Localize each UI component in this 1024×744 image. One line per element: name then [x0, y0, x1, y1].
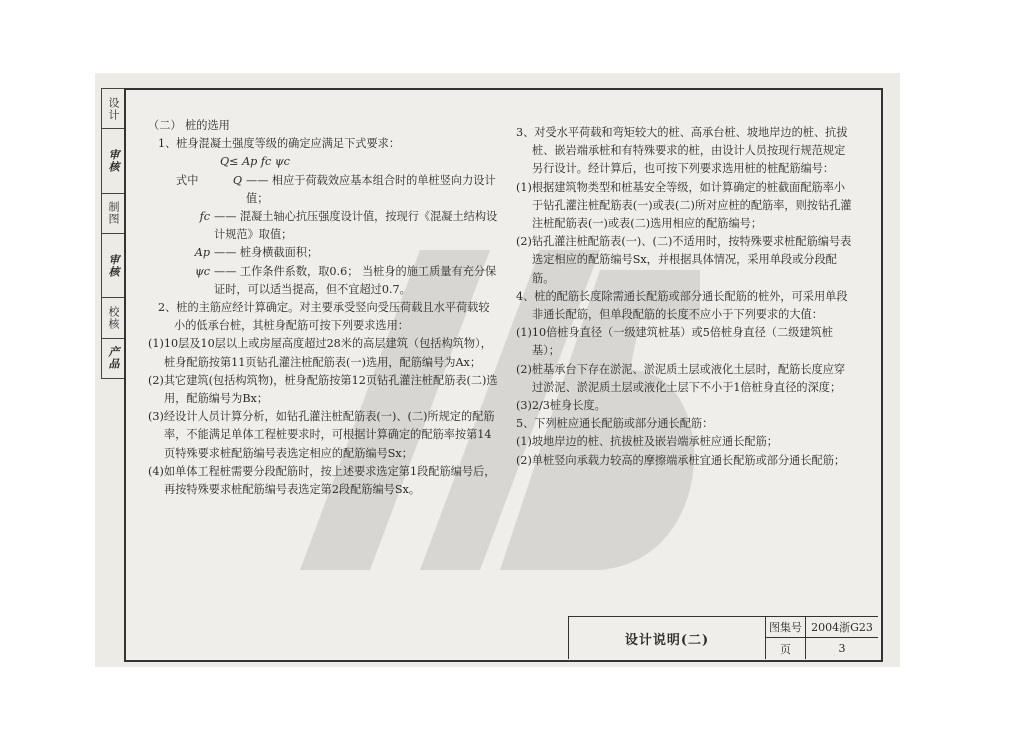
def-text: —— 相应于荷载效应基本组合时的单桩竖向力设计值；: [246, 173, 496, 205]
sidebar-cell: 设计: [102, 89, 124, 129]
paragraph: 1、桩身混凝土强度等级的确定应满足下式要求：: [158, 137, 401, 151]
def-text: —— 混凝土轴心抗压强度设计值，按现行《混凝土结构设计规范》取值；: [214, 210, 498, 242]
list-item: (3)2/3桩身长度。: [516, 399, 606, 413]
signature-strip: [101, 88, 124, 379]
def-text: —— 工作条件系数，取0.6； 当桩身的施工质量有充分保证时，可以适当提高，但不宜超过0.7。: [214, 264, 497, 296]
list-item: (2)其它建筑(包括构筑物)，桩身配筋按第12页钻孔灌注桩配筋表(二)选用，配筋编号为Bx；: [148, 373, 498, 406]
list-item: (4)如单体工程桩需要分段配筋时，按上述要求选定第1段配筋编号后，再按特殊要求桩配筋编号表选定第2段配筋编号Sx。: [148, 464, 496, 497]
list-item: (3)经设计人员计算分析，如钻孔灌注桩配筋表(一)、(二)所规定的配筋率，不能满足单体工程桩要求时，可根据计算确定的配筋率按第14页特殊要求桩配筋编号表选定相应的配筋编号Sx；: [148, 410, 495, 460]
formula: Q≤ Ap fc ψc: [220, 155, 290, 169]
atlas-label: 图集号: [766, 617, 806, 638]
sidebar-cell: 审核: [102, 129, 124, 193]
def-lead: 式中: [176, 173, 199, 187]
page-label: 页: [766, 638, 806, 659]
atlas-number: 2004浙G23: [806, 617, 878, 638]
paragraph: 5、下列桩应通长配筋或部分通长配筋：: [516, 417, 714, 431]
left-column: [148, 117, 498, 499]
def-symbol: Q: [232, 173, 242, 187]
paragraph: 4、桩的配筋长度除需通长配筋或部分通长配筋的桩外，可采用单段非通长配筋，但单段配筋的长度不应小于下列要求的大值：: [516, 289, 848, 322]
page-number: 3: [838, 642, 846, 655]
paragraph: 3、对受水平荷载和弯矩较大的桩、高承台桩、坡地岸边的桩、抗拔桩、嵌岩端承桩和有特殊要求的桩，由设计人员按现行规范规定另行设计。经计算后，也可按下列要求选用桩的桩配筋编号：: [516, 126, 848, 176]
title-block: [568, 616, 878, 659]
list-item: (1)10层及10层以上或房屋高度超过28米的高层建筑（包括构筑物），桩身配筋按第11页钻孔灌注桩配筋表(一)选用，配筋编号为Ax；: [148, 337, 492, 369]
def-symbol: fc: [199, 210, 210, 224]
list-item: (1)10倍桩身直径（一级建筑桩基）或5倍桩身直径（二级建筑桩基）；: [516, 326, 833, 358]
sidebar-cell: 制图: [102, 194, 124, 234]
paragraph: 2、桩的主筋应经计算确定。对主要承受竖向受压荷载且水平荷载较小的低承台桩，其桩身配筋可按下列要求选用：: [158, 301, 490, 333]
right-column: [516, 124, 856, 470]
sidebar-cell: 校核: [102, 298, 124, 338]
def-text: —— 桩身横截面积；: [214, 246, 319, 260]
sidebar-cell: 产品: [107, 346, 120, 371]
def-symbol: ψc: [194, 264, 210, 278]
list-item: (1)坡地岸边的桩、抗拔桩及嵌岩端承桩应通长配筋；: [516, 435, 778, 449]
sidebar-cell: 审核: [102, 234, 124, 298]
def-symbol: Ap: [194, 246, 210, 260]
list-item: (2)单桩竖向承载力较高的摩擦端承桩宜通长配筋或部分通长配筋；: [516, 453, 846, 467]
sheet-title: 设计说明(二): [569, 617, 766, 659]
list-item: (1)根据建筑物类型和桩基安全等级，如计算确定的桩截面配筋率小于钻孔灌注桩配筋表(一)或表(二)所对应桩的配筋率，则按钻孔灌注桩配筋表(一)或表(二)选用相应的配筋编号；: [516, 180, 852, 231]
list-item: (2)桩基承台下存在淤泥、淤泥质土层或液化土层时，配筋长度应穿过淤泥、淤泥质土层或液化土层下不小于1倍桩身直径的深度；: [516, 362, 846, 394]
section-heading: （二） 桩的选用: [148, 119, 230, 132]
list-item: (2)钻孔灌注桩配筋表(一)、(二)不适用时，按特殊要求桩配筋编号表选定相应的配筋编号Sx，并根据具体情况，采用单段或分段配筋。: [516, 235, 852, 285]
